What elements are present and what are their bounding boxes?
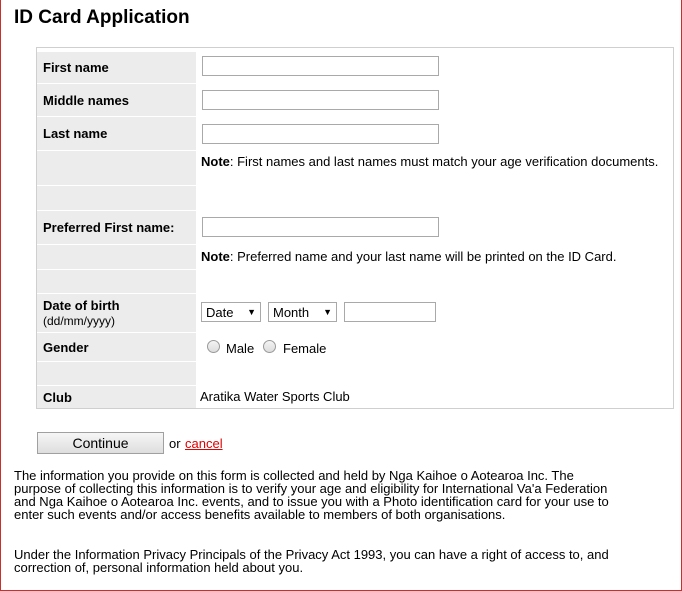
note2-bold: Note bbox=[201, 249, 230, 264]
note-label-cell bbox=[37, 151, 196, 185]
privacy-paragraph-1: The information you provide on this form is collected and held by Nga Kaihoe o Aotearoa Inc. The purpose of collecting this information is to verify your age and eligibility for International Va'a Federation and Nga Kaihoe o Aotearoa Inc. events, and to issue you with a Photo identification card for your use to enter such events and/or access benefits available to members of both organisations. bbox=[14, 468, 609, 522]
month-select[interactable] bbox=[268, 302, 337, 322]
note2-text: : Preferred name and your last name will be printed on the ID Card. bbox=[229, 249, 617, 264]
application-form bbox=[36, 47, 674, 409]
chevron-down-icon: ▼ bbox=[247, 307, 256, 317]
date-select-value: Date bbox=[206, 304, 234, 320]
female-label: Female bbox=[283, 341, 327, 356]
club-value: Aratika Water Sports Club bbox=[200, 389, 350, 404]
middle-names-input[interactable] bbox=[202, 90, 439, 110]
or-text: or bbox=[169, 436, 181, 451]
month-select-value: Month bbox=[273, 304, 310, 320]
male-label: Male bbox=[226, 341, 255, 356]
gender-female-radio[interactable] bbox=[263, 340, 276, 353]
dob-format-hint: (dd/mm/yyyy) bbox=[43, 314, 115, 328]
club-label: Club bbox=[37, 386, 196, 408]
cancel-link[interactable]: cancel bbox=[185, 436, 223, 451]
chevron-down-icon: ▼ bbox=[323, 307, 332, 317]
last-name-label: Last name bbox=[37, 117, 196, 150]
note-text: : First names and last names must match your age verification documents. bbox=[229, 154, 659, 169]
spacer-cell-2 bbox=[37, 270, 196, 293]
page-title: ID Card Application bbox=[14, 7, 190, 28]
dob-label-cell bbox=[37, 294, 196, 332]
gender-male-radio[interactable] bbox=[207, 340, 220, 353]
note-bold: Note bbox=[201, 154, 230, 169]
note2-label-cell bbox=[37, 245, 196, 269]
first-name-label: First name bbox=[37, 52, 196, 83]
preferred-name-input[interactable] bbox=[202, 217, 439, 237]
last-name-input[interactable] bbox=[202, 124, 439, 144]
middle-names-label: Middle names bbox=[37, 84, 196, 116]
preferred-name-label: Preferred First name: bbox=[37, 211, 196, 244]
first-name-input[interactable] bbox=[202, 56, 439, 76]
gender-label: Gender bbox=[37, 333, 196, 361]
continue-button[interactable]: Continue bbox=[37, 432, 164, 454]
print-name-note bbox=[201, 250, 661, 264]
spacer-cell bbox=[37, 186, 196, 210]
date-select[interactable] bbox=[201, 302, 261, 322]
spacer-cell-3 bbox=[37, 362, 196, 385]
privacy-paragraph-2: Under the Information Privacy Principals of the Privacy Act 1993, you can have a right of access to, and correction of, personal information held about you. bbox=[14, 547, 609, 575]
year-input[interactable] bbox=[344, 302, 436, 322]
name-match-note bbox=[201, 155, 661, 169]
dob-label: Date of birth bbox=[43, 298, 120, 313]
